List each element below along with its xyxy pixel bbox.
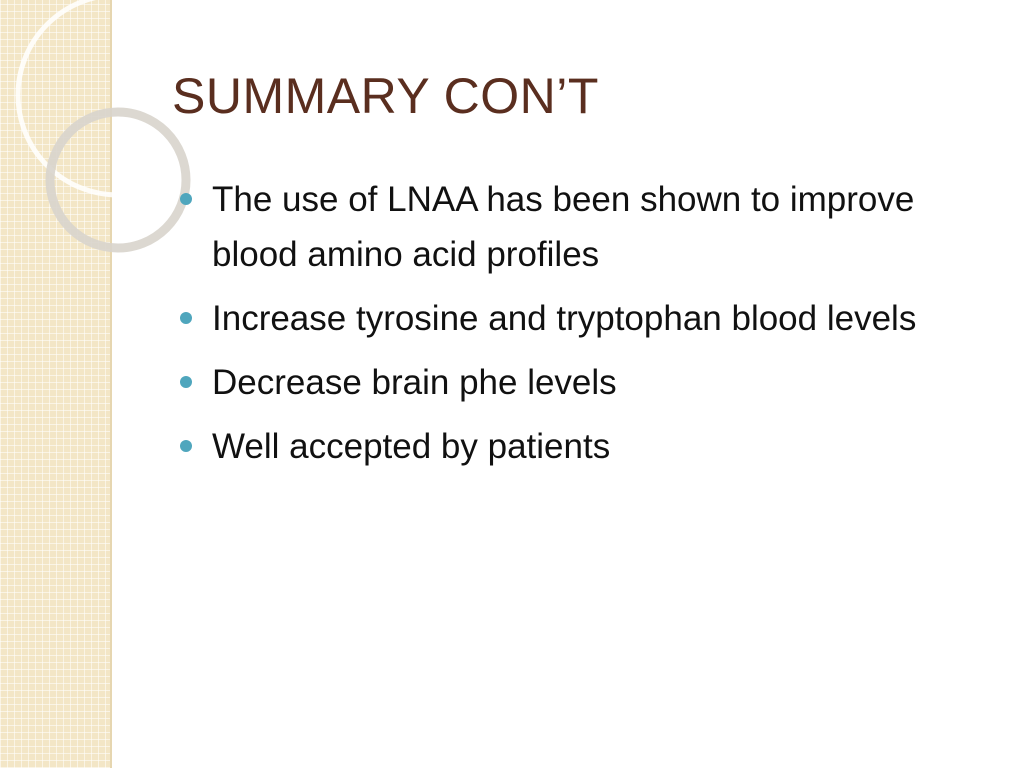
bullet-dot-icon: [180, 376, 192, 388]
bullet-item: [180, 172, 980, 282]
slide-title: SUMMARY CON’T: [172, 68, 599, 124]
bullet-text: The use of LNAA has been shown to improve blood amino acid profiles: [212, 180, 915, 274]
bullet-item: [180, 355, 980, 410]
bullet-dot-icon: [180, 193, 192, 205]
bullet-dot-icon: [180, 440, 192, 452]
bullet-dot-icon: [180, 312, 192, 324]
bullet-item: [180, 291, 980, 346]
bullet-text: Well accepted by patients: [212, 427, 611, 466]
bullet-text: Decrease brain phe levels: [212, 363, 617, 402]
decorative-ring-lower: [50, 112, 186, 248]
bullet-item: [180, 419, 980, 474]
bullet-text: Increase tyrosine and tryptophan blood levels: [212, 299, 917, 338]
bullet-list: [180, 172, 980, 483]
decorative-rings: [0, 0, 130, 260]
